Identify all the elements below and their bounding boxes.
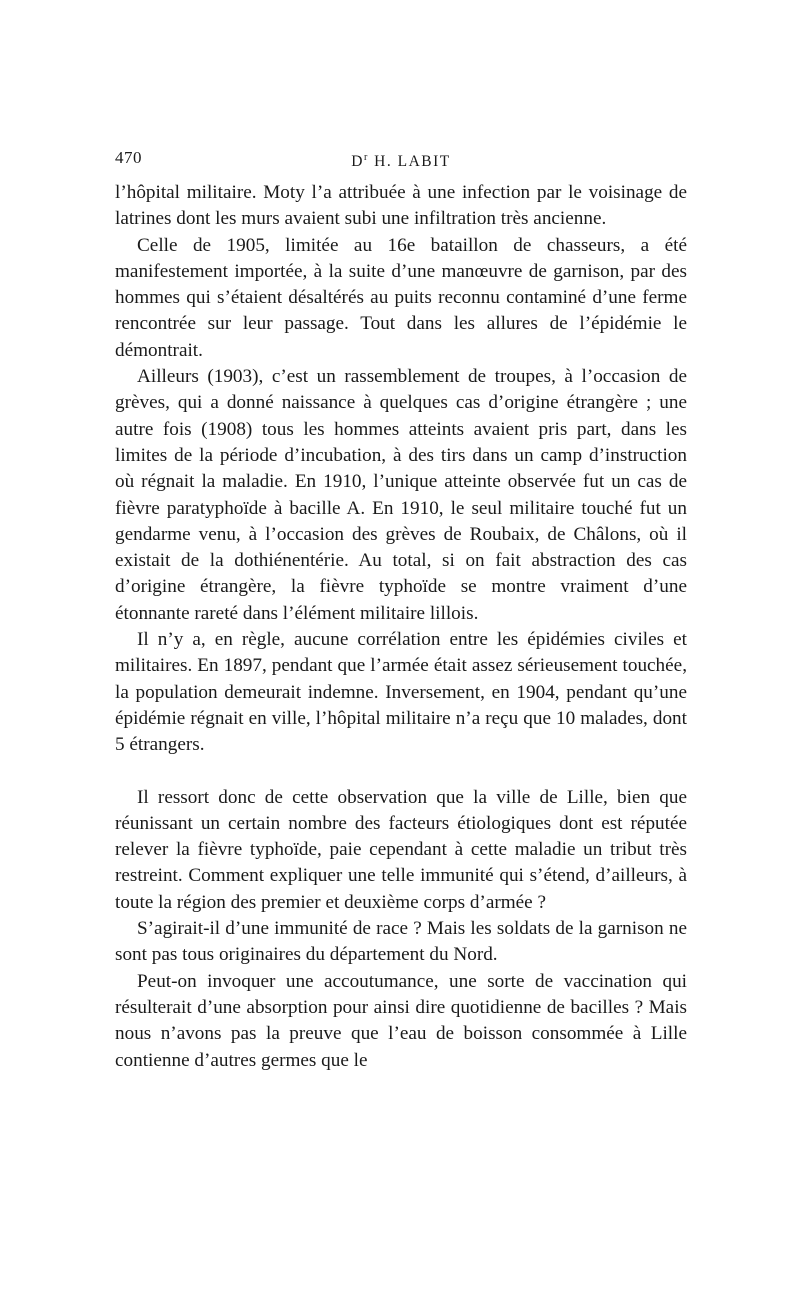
author-name	[115, 146, 687, 174]
paragraph: Celle de 1905, limitée au 16e bataillon de chasseurs, a été manifestement importée, à la suite d’une manœuvre de garnison, par des hommes qui s’étaient désaltérés au puits reconnu contaminé d’une ferme rencontrée sur leur passage. Tout dans les allures de l’épidémie le démontrait.	[115, 234, 687, 361]
section-gap	[115, 759, 687, 785]
paragraph: l’hôpital militaire. Moty l’a attribuée à une infection par le voisinage de latrines dont les murs avaient subi une infiltration très ancienne.	[115, 182, 687, 230]
paragraph: Peut-on invoquer une accoutumance, une sorte de vaccination qui résulterait d’une absorption pour ainsi dire quotidienne de bacilles ? Mais nous n’avons pas la preuve que l’eau de boisson consommée à Lille contienne d’autres germes que le	[115, 970, 687, 1071]
body-text	[115, 180, 687, 1074]
author-surname: H. LABIT	[368, 153, 451, 171]
paragraph: Il n’y a, en règle, aucune corrélation entre les épidémies civiles et militaires. En 1897, pendant que l’armée était assez sérieusement touchée, la population demeurait indemne. Inversement, en 1904, pendant qu’une épidémie régnait en ville, l’hôpital militaire n’a reçu que 10 malades, dont 5 étrangers.	[115, 629, 687, 756]
paragraph: Il ressort donc de cette observation que la ville de Lille, bien que réunissant un certain nombre des facteurs étiologiques dont est réputée relever la fièvre typhoïde, paie cependant à cette maladie un tribut très restreint. Comment expliquer une telle immunité qui s’étend, d’ailleurs, à toute la région des premier et deuxième corps d’armée ?	[115, 786, 687, 913]
running-head	[115, 146, 687, 170]
author-prefix: D	[351, 153, 364, 171]
paragraph: S’agirait-il d’une immunité de race ? Mais les soldats de la garnison ne sont pas tous originaires du département du Nord.	[115, 918, 687, 966]
paragraph: Ailleurs (1903), c’est un rassemblement de troupes, à l’occasion de grèves, qui a donné naissance à quelques cas d’origine étrangère ; une autre fois (1908) tous les hommes atteints avaient pris part, dans les limites de la période d’incubation, à des tirs dans un camp d’instruction où régnait la maladie. En 1910, l’unique atteinte observée fut un cas de fièvre paratyphoïde à bacille A. En 1910, le seul militaire touché fut un gendarme venu, à l’occasion des grèves de Roubaix, de Châlons, où il existait de la dothiénentérie. Au total, si on fait abstraction des cas d’origine étrangère, la fièvre typhoïde se montre vraiment d’une étonnante rareté dans l’élément militaire lillois.	[115, 366, 687, 624]
author-title-sup: r	[363, 152, 369, 163]
page-number: 470	[115, 148, 142, 167]
